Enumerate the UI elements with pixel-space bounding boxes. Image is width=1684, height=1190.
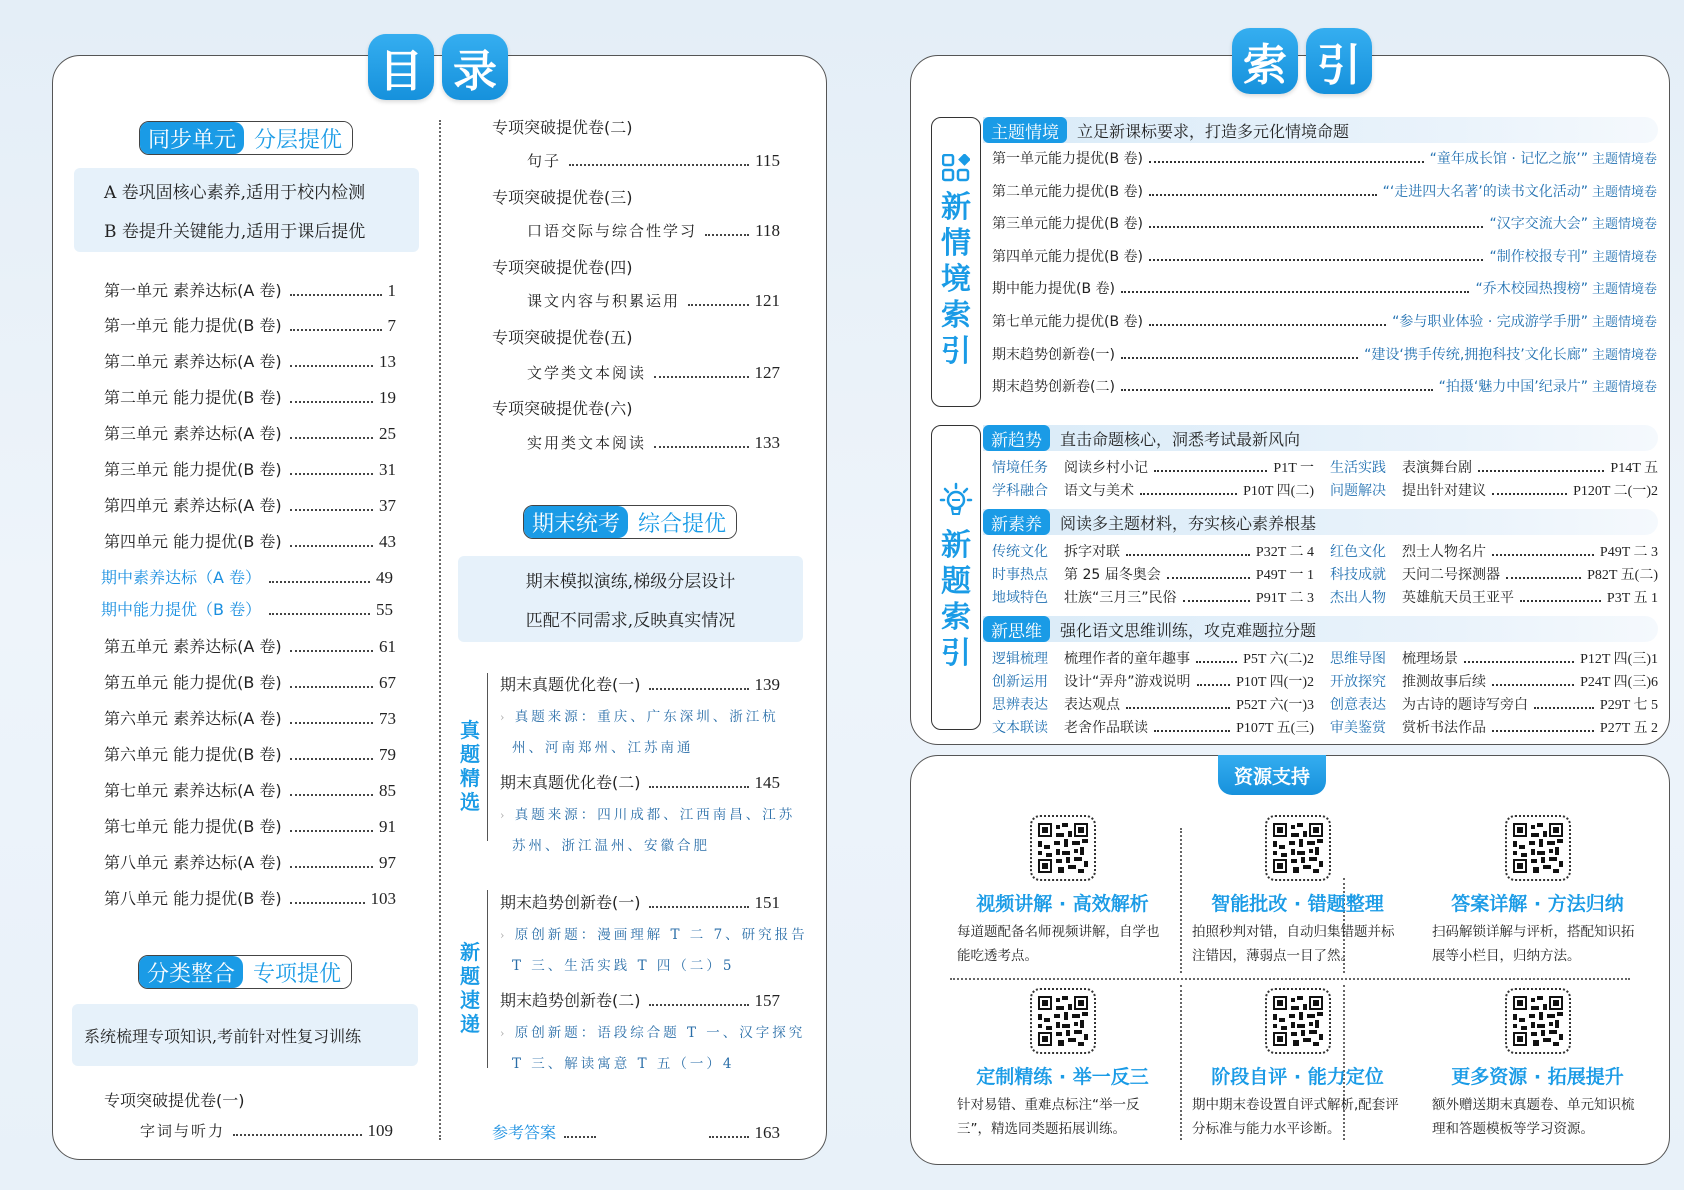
toc-item[interactable] bbox=[140, 1120, 393, 1141]
toc-item-label: 第二单元 能力提优(B 卷) bbox=[104, 388, 282, 407]
page-ref: P10T 四(一)2 bbox=[1236, 675, 1314, 690]
toc-item[interactable] bbox=[104, 313, 396, 336]
toc-item[interactable] bbox=[104, 349, 396, 372]
toc-item-page: 73 bbox=[379, 709, 396, 728]
toc-item-page: 85 bbox=[379, 781, 396, 800]
paper-name: 期末趋势创新卷(一) bbox=[992, 346, 1115, 363]
entry-title: 拆字对联 bbox=[1064, 544, 1120, 560]
category: 红色文化 bbox=[1330, 544, 1386, 560]
toc-item-page: 67 bbox=[379, 673, 396, 692]
toc-item[interactable] bbox=[104, 493, 396, 516]
source-note: › 原创新题：语段综合题 T 一、汉字探究 bbox=[500, 1025, 806, 1041]
source-note: T 三、解读寓意 T 五（一）4 bbox=[512, 1056, 735, 1072]
page-ref: P91T 二 3 bbox=[1255, 591, 1314, 606]
question-index-entry[interactable] bbox=[992, 587, 1314, 607]
source-note: › 原创新题：漫画理解 T 二 7、研究报告 bbox=[500, 927, 808, 943]
resource-item bbox=[945, 988, 1180, 1141]
toc-item-label: 口语交际与综合性学习 bbox=[527, 222, 698, 240]
entry-title: 梳理作者的童年趣事 bbox=[1064, 651, 1190, 667]
toc-item-page: 13 bbox=[379, 352, 396, 371]
question-index-tab bbox=[931, 425, 981, 730]
entry-title: 天问二号探测器 bbox=[1402, 567, 1500, 583]
resources-divider bbox=[950, 978, 1630, 980]
qr-code-icon bbox=[1513, 996, 1563, 1046]
toc-group-heading: 专项突破提优卷(三) bbox=[492, 188, 633, 207]
toc-item-page: 157 bbox=[754, 991, 780, 1010]
index-title bbox=[1232, 28, 1372, 94]
resource-description: 针对易错、重难点标注“举一反三”，精选同类题拓展训练。 bbox=[957, 1097, 1140, 1137]
resource-item bbox=[1180, 815, 1415, 968]
toc-item-page: 121 bbox=[754, 291, 780, 310]
toc-item[interactable] bbox=[527, 290, 780, 311]
resource-title: 阶段自评 · 能力定位 bbox=[1211, 1066, 1384, 1088]
chevron-right-icon: › bbox=[500, 809, 508, 822]
toc-item-page: 79 bbox=[379, 745, 396, 764]
entry-title: 烈士人物名片 bbox=[1402, 544, 1486, 560]
toc-item[interactable] bbox=[104, 529, 396, 552]
toc-item-label: 第六单元 能力提优(B 卷) bbox=[104, 745, 282, 764]
toc-group-heading: 专项突破提优卷(一) bbox=[104, 1091, 245, 1110]
group-b-bracket bbox=[487, 890, 488, 1068]
toc-item[interactable] bbox=[104, 778, 396, 801]
page-ref: P14T 五 bbox=[1610, 461, 1658, 476]
resources-tab: 资源支持 bbox=[1218, 755, 1326, 795]
toc-item-page: 61 bbox=[379, 637, 396, 656]
category: 逻辑梳理 bbox=[992, 651, 1048, 667]
toc-item[interactable] bbox=[104, 814, 396, 837]
section-pill-categorized: 分类整合 专项提优 bbox=[138, 955, 352, 989]
question-index-entry[interactable] bbox=[1330, 564, 1658, 584]
context-index-row[interactable]: 第一单元能力提优(B 卷) “童年成长馆 · 记忆之旅’” 主题情境卷 bbox=[992, 148, 1657, 168]
paper-name: 第七单元能力提优(B 卷) bbox=[992, 314, 1143, 330]
page-ref: P27T 五 2 bbox=[1599, 721, 1658, 736]
entry-title: 推测故事后续 bbox=[1402, 674, 1486, 690]
toc-item[interactable] bbox=[104, 385, 396, 408]
toc-item-label: 第一单元 素养达标(A 卷) bbox=[104, 281, 282, 300]
resource-description: 扫码解锁详解与评析，搭配知识拓展等小栏目，归纳方法。 bbox=[1432, 924, 1635, 964]
paper-name: 期中能力提优(B 卷) bbox=[992, 281, 1115, 298]
chevron-right-icon: › bbox=[500, 929, 508, 942]
toc-item-page: 139 bbox=[754, 675, 780, 694]
page-ref: P32T 二 4 bbox=[1255, 545, 1314, 560]
entry-title: 提出针对建议 bbox=[1402, 483, 1486, 499]
toc-item[interactable] bbox=[104, 457, 396, 480]
context-index-row[interactable]: 第七单元能力提优(B 卷) “参与职业体验 · 完成游学手册” 主题情境卷 bbox=[992, 311, 1657, 331]
toc-item[interactable] bbox=[101, 565, 393, 588]
category: 文本联读 bbox=[992, 720, 1048, 736]
context-index-label: 新 情 境 索 引 bbox=[941, 190, 971, 369]
toc-item[interactable] bbox=[104, 670, 396, 693]
toc-item-label: 第七单元 能力提优(B 卷) bbox=[104, 817, 282, 836]
toc-item[interactable] bbox=[104, 634, 396, 657]
toc-item-page: 97 bbox=[379, 853, 396, 872]
source-note: 苏州、浙江温州、安徽合肥 bbox=[512, 838, 710, 854]
entry-title: 语文与美术 bbox=[1064, 483, 1134, 499]
toc-item[interactable] bbox=[104, 886, 396, 909]
question-index-entry[interactable] bbox=[992, 717, 1314, 737]
question-index-entry[interactable] bbox=[1330, 717, 1658, 737]
resource-title: 智能批改 · 错题整理 bbox=[1211, 893, 1384, 915]
entry-title: 阅读乡村小记 bbox=[1064, 460, 1148, 476]
section2-note: 系统梳理专项知识,考前针对性复习训练 bbox=[72, 1004, 418, 1066]
paper-name: 期末趋势创新卷(二) bbox=[992, 379, 1115, 396]
toc-item[interactable] bbox=[500, 672, 780, 695]
resource-title: 视频讲解 · 高效解析 bbox=[976, 893, 1149, 915]
source-note: › 真题来源：四川成都、江西南昌、江苏 bbox=[500, 807, 796, 823]
qr-code[interactable] bbox=[1030, 815, 1096, 881]
page-ref: P107T 五(三) bbox=[1236, 721, 1314, 736]
context-index-row[interactable]: 第四单元能力提优(B 卷) “制作校报专刊” 主题情境卷 bbox=[992, 246, 1657, 266]
toc-item-page: 31 bbox=[379, 460, 396, 479]
qr-code-icon bbox=[1038, 996, 1088, 1046]
qr-code[interactable] bbox=[1030, 988, 1096, 1054]
qr-code[interactable] bbox=[1505, 988, 1571, 1054]
resource-item bbox=[1420, 988, 1655, 1141]
chevron-right-icon: › bbox=[500, 711, 508, 724]
index-title-char: 索 bbox=[1232, 28, 1298, 94]
question-index-label: 新 题 索 引 bbox=[941, 528, 971, 671]
toc-item-page: 145 bbox=[754, 773, 780, 792]
page-ref: P24T 四(三)6 bbox=[1580, 675, 1658, 690]
toc-group-heading: 专项突破提优卷(四) bbox=[492, 258, 633, 277]
entry-title: 表达观点 bbox=[1064, 697, 1120, 713]
section3-note: 期末模拟演练,梯级分层设计 匹配不同需求,反映真实情况 bbox=[458, 556, 803, 642]
paper-name: 第四单元能力提优(B 卷) bbox=[992, 248, 1143, 265]
source-note: 州、河南郑州、江苏南通 bbox=[512, 740, 694, 756]
category: 创意表达 bbox=[1330, 697, 1386, 713]
toc-title-char: 目 bbox=[368, 34, 434, 100]
theme-name: “汉字交流大会” bbox=[1489, 216, 1588, 233]
entry-title: 设计“弄舟”游戏说明 bbox=[1064, 674, 1191, 690]
question-index-entry[interactable] bbox=[992, 541, 1314, 561]
qr-code[interactable] bbox=[1265, 815, 1331, 881]
toc-item-label: 期中能力提优（B 卷） bbox=[101, 600, 262, 619]
qr-code-icon bbox=[1273, 996, 1323, 1046]
toc-item-page: 1 bbox=[387, 281, 396, 300]
entry-title: 第 25 届冬奥会 bbox=[1064, 567, 1161, 583]
theme-name: “拍摄‘魅力中国’纪录片” bbox=[1438, 379, 1588, 396]
category: 开放探究 bbox=[1330, 674, 1386, 690]
category: 问题解决 bbox=[1330, 483, 1386, 499]
theme-name: “‘走进四大名著’的读书文化活动” bbox=[1382, 183, 1588, 200]
group-label-real-exams: 真 题 精 选 bbox=[460, 718, 480, 814]
toc-item-page: 37 bbox=[379, 496, 396, 515]
source-note: T 三、生活实践 T 四（二）5 bbox=[512, 958, 735, 974]
group-label-new-questions: 新 题 速 递 bbox=[460, 940, 480, 1036]
toc-item-label: 第二单元 素养达标(A 卷) bbox=[104, 352, 282, 371]
grid-icon bbox=[942, 154, 970, 182]
context-index-row[interactable]: 期末趋势创新卷(一) “建设‘携手传统,拥抱科技’文化长廊” 主题情境卷 bbox=[992, 344, 1657, 364]
toc-item[interactable] bbox=[527, 432, 780, 453]
category: 情境任务 bbox=[992, 460, 1048, 476]
category: 思辨表达 bbox=[992, 697, 1048, 713]
category: 审美鉴赏 bbox=[1330, 720, 1386, 736]
page-ref: P3T 五 1 bbox=[1606, 591, 1658, 606]
toc-title-char: 录 bbox=[442, 34, 508, 100]
page-ref: P82T 五(二) bbox=[1587, 568, 1658, 583]
toc-item-page: 55 bbox=[376, 600, 393, 619]
toc-item-label: 期末真题优化卷(一) bbox=[500, 675, 641, 694]
question-index-entry[interactable] bbox=[1330, 694, 1658, 714]
paper-name: 第二单元能力提优(B 卷) bbox=[992, 183, 1143, 200]
toc-item-page: 103 bbox=[370, 889, 396, 908]
toc-item-page: 133 bbox=[754, 433, 780, 452]
resource-item bbox=[945, 815, 1180, 968]
resource-description: 拍照秒判对错，自动归集错题并标注错因，薄弱点一目了然。 bbox=[1192, 924, 1395, 964]
toc-item-label: 第六单元 素养达标(A 卷) bbox=[104, 709, 282, 728]
toc-item-label: 第三单元 素养达标(A 卷) bbox=[104, 424, 282, 443]
toc-item[interactable] bbox=[500, 890, 780, 913]
toc-item-label: 第七单元 素养达标(A 卷) bbox=[104, 781, 282, 800]
toc-item-label: 第八单元 能力提优(B 卷) bbox=[104, 889, 282, 908]
toc-item-label: 期末真题优化卷(二) bbox=[500, 773, 641, 792]
theme-name: “建设‘携手传统,拥抱科技’文化长廊” bbox=[1364, 346, 1588, 363]
resource-item bbox=[1420, 815, 1655, 968]
qr-code-icon bbox=[1038, 823, 1088, 873]
context-index-row[interactable]: 期末趋势创新卷(二) “拍摄‘魅力中国’纪录片” 主题情境卷 bbox=[992, 376, 1657, 396]
context-index-row[interactable]: 第三单元能力提优(B 卷) “汉字交流大会” 主题情境卷 bbox=[992, 213, 1657, 233]
page-ref: P1T 一 bbox=[1273, 461, 1314, 476]
question-index-entry[interactable] bbox=[992, 671, 1314, 691]
theme-name: “制作校报专刊” bbox=[1489, 248, 1588, 265]
source-note: › 真题来源：重庆、广东深圳、浙江杭 bbox=[500, 709, 779, 725]
category: 生活实践 bbox=[1330, 460, 1386, 476]
qr-code-icon bbox=[1513, 823, 1563, 873]
theme-name: “童年成长馆 · 记忆之旅’” bbox=[1429, 151, 1588, 167]
toc-item[interactable] bbox=[104, 706, 396, 729]
theme-name: “参与职业体验 · 完成游学手册” bbox=[1392, 314, 1588, 330]
toc-item-page: 115 bbox=[755, 151, 780, 170]
entry-title: 老舍作品联读 bbox=[1064, 720, 1148, 736]
paper-name: 第三单元能力提优(B 卷) bbox=[992, 216, 1143, 233]
question-index-entry[interactable] bbox=[992, 648, 1314, 668]
page-ref: P5T 六(二)2 bbox=[1243, 652, 1314, 667]
toc-item-label: 课文内容与积累运用 bbox=[527, 292, 681, 310]
question-block-header: 新素养 阅读多主题材料，夯实核心素养根基 bbox=[983, 509, 1658, 535]
question-index-entry[interactable] bbox=[992, 694, 1314, 714]
qr-code[interactable] bbox=[1265, 988, 1331, 1054]
resource-description: 额外赠送期末真题卷、单元知识梳理和答题模板等学习资源。 bbox=[1432, 1097, 1635, 1137]
toc-item[interactable] bbox=[104, 421, 396, 444]
entry-title: 英雄航天员王亚平 bbox=[1402, 590, 1514, 606]
chevron-right-icon: › bbox=[500, 1027, 508, 1040]
toc-item-page: 151 bbox=[754, 893, 780, 912]
toc-item-page: 25 bbox=[379, 424, 396, 443]
resource-title: 更多资源 · 拓展提升 bbox=[1451, 1066, 1624, 1088]
toc-item-label: 第四单元 能力提优(B 卷) bbox=[104, 532, 282, 551]
qr-code-icon bbox=[1273, 823, 1323, 873]
toc-item-label: 第五单元 能力提优(B 卷) bbox=[104, 673, 282, 692]
section-pill-sync-units: 同步单元 分层提优 bbox=[139, 121, 353, 155]
section-pill-final-exam: 期末统考 综合提优 bbox=[523, 505, 737, 539]
toc-item-label: 第四单元 素养达标(A 卷) bbox=[104, 496, 282, 515]
toc-item[interactable] bbox=[101, 597, 393, 620]
page-ref: P12T 四(三)1 bbox=[1580, 652, 1658, 667]
toc-item-answers[interactable]: 参考答案 163 bbox=[492, 1123, 780, 1142]
toc-item[interactable] bbox=[500, 988, 780, 1011]
toc-item-page: 127 bbox=[754, 363, 780, 382]
resource-item bbox=[1180, 988, 1415, 1141]
category: 科技成就 bbox=[1330, 567, 1386, 583]
paper-name: 第一单元能力提优(B 卷) bbox=[992, 151, 1143, 167]
toc-item[interactable] bbox=[104, 850, 396, 873]
toc-item[interactable] bbox=[527, 220, 780, 241]
entry-title: 赏析书法作品 bbox=[1402, 720, 1486, 736]
entry-title: 为古诗的题诗写旁白 bbox=[1402, 697, 1528, 713]
toc-item-label: 期末趋势创新卷(一) bbox=[500, 893, 641, 912]
question-index-entry[interactable] bbox=[1330, 457, 1658, 477]
toc-item-label: 第五单元 素养达标(A 卷) bbox=[104, 637, 282, 656]
theme-name: “乔木校园热搜榜” bbox=[1475, 281, 1588, 298]
entry-title: 壮族“三月三”民俗 bbox=[1064, 590, 1177, 606]
toc-item-page: 91 bbox=[379, 817, 396, 836]
page-ref: P49T 一 1 bbox=[1255, 568, 1314, 583]
resource-description: 期中期末卷设置自评式解析,配套评分标准与能力水平诊断。 bbox=[1192, 1097, 1399, 1137]
context-index-row[interactable]: 期中能力提优(B 卷) “乔木校园热搜榜” 主题情境卷 bbox=[992, 278, 1657, 298]
category: 传统文化 bbox=[992, 544, 1048, 560]
toc-item[interactable] bbox=[527, 150, 780, 171]
question-block-header: 新思维 强化语文思维训练，攻克难题拉分题 bbox=[983, 616, 1658, 642]
toc-item-label: 第八单元 素养达标(A 卷) bbox=[104, 853, 282, 872]
qr-code[interactable] bbox=[1505, 815, 1571, 881]
category: 学科融合 bbox=[992, 483, 1048, 499]
entry-title: 表演舞台剧 bbox=[1402, 460, 1472, 476]
resource-title: 定制精练 · 举一反三 bbox=[976, 1066, 1149, 1088]
resource-description: 每道题配备名师视频讲解，自学也能吃透考点。 bbox=[957, 924, 1160, 964]
category: 杰出人物 bbox=[1330, 590, 1386, 606]
page-ref: P120T 二(一)2 bbox=[1573, 484, 1658, 499]
page-ref: P29T 七 5 bbox=[1599, 698, 1658, 713]
question-index-entry[interactable] bbox=[992, 457, 1314, 477]
toc-item-page: 43 bbox=[379, 532, 396, 551]
toc-item-page: 109 bbox=[367, 1121, 393, 1140]
section1-note: A 卷巩固核心素养,适用于校内检测 B 卷提升关键能力,适用于课后提优 bbox=[74, 168, 419, 252]
context-index-header: 主题情境 立足新课标要求，打造多元化情境命题 bbox=[983, 117, 1658, 143]
toc-item[interactable] bbox=[104, 278, 396, 301]
toc-item-page: 49 bbox=[376, 568, 393, 587]
toc-item-label: 文学类文本阅读 bbox=[527, 364, 647, 382]
toc-group-heading: 专项突破提优卷(二) bbox=[492, 118, 633, 137]
resource-title: 答案详解 · 方法归纳 bbox=[1451, 893, 1624, 915]
question-index-entry[interactable] bbox=[1330, 671, 1658, 691]
toc-item-label: 期中素养达标（A 卷） bbox=[101, 568, 262, 587]
page-ref: P10T 四(二) bbox=[1243, 484, 1314, 499]
toc-item-label: 第三单元 能力提优(B 卷) bbox=[104, 460, 282, 479]
category: 时事热点 bbox=[992, 567, 1048, 583]
question-index-entry[interactable] bbox=[1330, 541, 1658, 561]
question-index-entry[interactable] bbox=[1330, 587, 1658, 607]
entry-title: 梳理场景 bbox=[1402, 651, 1458, 667]
category: 创新运用 bbox=[992, 674, 1048, 690]
toc-item-label: 句子 bbox=[527, 152, 562, 170]
toc-title bbox=[368, 34, 508, 100]
toc-item-label: 字词与听力 bbox=[140, 1122, 226, 1140]
toc-item[interactable] bbox=[104, 742, 396, 765]
toc-item-page: 118 bbox=[755, 221, 780, 240]
category: 思维导图 bbox=[1330, 651, 1386, 667]
toc-item-label: 实用类文本阅读 bbox=[527, 434, 647, 452]
toc-item[interactable] bbox=[527, 362, 780, 383]
toc-item-page: 19 bbox=[379, 388, 396, 407]
context-index-tab bbox=[931, 117, 981, 407]
toc-group-heading: 专项突破提优卷(五) bbox=[492, 328, 633, 347]
toc-item-page: 7 bbox=[387, 316, 396, 335]
page-ref: P49T 二 3 bbox=[1599, 545, 1658, 560]
category: 地域特色 bbox=[992, 590, 1048, 606]
column-divider bbox=[439, 120, 441, 1140]
toc-group-heading: 专项突破提优卷(六) bbox=[492, 399, 633, 418]
question-index-entry[interactable] bbox=[992, 480, 1314, 500]
context-index-row[interactable]: 第二单元能力提优(B 卷) “‘走进四大名著’的读书文化活动” 主题情境卷 bbox=[992, 181, 1657, 201]
question-index-entry[interactable] bbox=[1330, 480, 1658, 500]
toc-item[interactable] bbox=[500, 770, 780, 793]
question-index-entry[interactable] bbox=[1330, 648, 1658, 668]
toc-item-label: 期末趋势创新卷(二) bbox=[500, 991, 641, 1010]
question-block-header: 新趋势 直击命题核心，洞悉考试最新风向 bbox=[983, 425, 1658, 451]
question-index-entry[interactable] bbox=[992, 564, 1314, 584]
page-ref: P52T 六(一)3 bbox=[1236, 698, 1314, 713]
lightbulb-icon bbox=[939, 482, 973, 520]
group-a-bracket bbox=[487, 673, 488, 841]
toc-item-label: 第一单元 能力提优(B 卷) bbox=[104, 316, 282, 335]
index-title-char: 引 bbox=[1306, 28, 1372, 94]
